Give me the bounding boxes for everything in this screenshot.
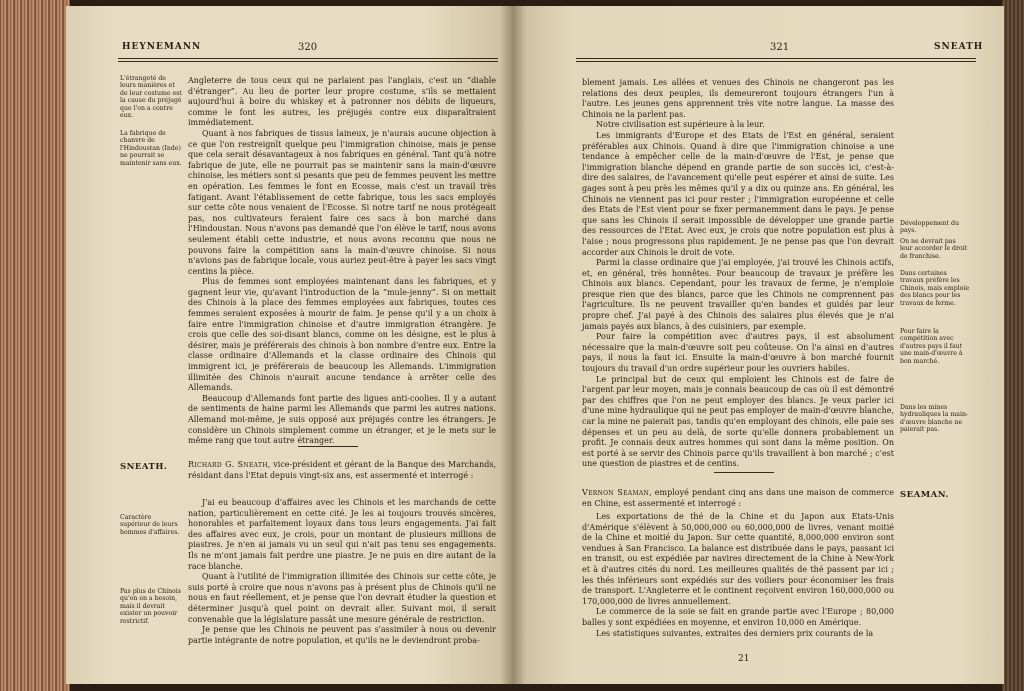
seaman-intro xyxy=(582,488,894,509)
left-margin-note-1: L'étrangeté de leurs manières et de leur costume est la cause du préjugé que l'on a contre eux. xyxy=(120,75,182,120)
paragraph: Plus de femmes sont employées maintenant dans les fabriques, et y gagnent leur vie, qu'avant l'introduction de la “mule-jenny”. Si on mettait des Chinois à la place des femmes employées aux fabriques, toutes ces femmes seraient exposées à mourir de faim. Je pense qu'il y a un choix à faire entre l'immigration chinoise et d'autre immigration étrangère. Je crois que celle des soi-disant blancs, comme on les désigne, est le plus à désirer, mais je préférerais des chinois à bon nombre d'entre eux. Entre la classe ordinaire d'Allemands et la classe ordinaire des Chinois qui immigrent ici, je préférerais de beaucoup les Allemands. L'immigration illimitée des Chinois n'aurait aucune tendance à arrêter celle des Allemands. xyxy=(188,277,496,393)
speaker-label-seaman: SEAMAN. xyxy=(900,490,949,500)
witness-intro xyxy=(582,488,894,509)
left-page-number: 320 xyxy=(298,42,318,53)
left-margin-note-4: Pas plus de Chinois qu'on en a besoin, mais il devrait exister un pouvoir restrictif. xyxy=(120,588,181,625)
paragraph: Pour faire la compétition avec d'autres pays, il est absolument nécessaire que la main-d'œuvre soit peu coûteuse. On l'a ainsi en d'autres pays, il nous la faut ici. Ensuite la main-d'œuvre à bon marché fournit toujours du travail d'un ordre supérieur pour les ouvriers habiles. xyxy=(582,332,894,374)
book-page-edges-left xyxy=(0,0,70,691)
paragraph: Quant à l'utilité de l'immigration illimitée des Chinois sur cette côte, je suis porté à croire que nous n'avons pas à présent plus de Chinois qu'il ne nous en faut réellement, et je pense que l'on devrait étudier la question et déterminer jusqu'à quel point on devrait aller. Suivant moi, il serait convenable que la législature passât une mesure générale de restriction. xyxy=(188,572,496,624)
paragraph: blement jamais. Les allées et venues des Chinois ne changeront pas les relations des deux peuples, ils demeureront toujours étrangers l'un à l'autre. Les jeunes gens apprennent très vite notre langue. La masse des Chinois ne la parlent pas. xyxy=(582,78,894,119)
book-gutter xyxy=(500,6,526,684)
sneath-testimony-continued xyxy=(582,78,894,470)
paragraph: Le principal but de ceux qui emploient les Chinois est de faire de l'argent par leur moyen, mais je connais beaucoup de cas où il est démontré par des chiffres que l'on ne peut employer des blancs. Je veux parler ici d'une mine hydraulique qui ne peut pas employer de main-d'œuvre blanche, car la mine ne paierait pas, tandis qu'en employant des chinois, elle paie ses dépenses et un peu au delà, de sorte qu'elle donnera probablement un profit. Je connais deux autres hommes qui sont dans la même position. On est porté à se servir des Chinois parce qu'ils travaillent à bon marché ; c'est une question de piastres et de centins. xyxy=(582,374,894,469)
witness-intro-text: , vice-président et gérant de la Banque des Marchands, résidant dans l'Etat depuis vingt-six ans, est assermenté et interrogé : xyxy=(188,460,496,480)
right-running-head: SNEATH xyxy=(934,42,984,52)
speaker-label-sneath: SNEATH. xyxy=(120,462,168,472)
paragraph: Parmi la classe ordinaire que j'ai employée, j'ai trouvé les Chinois actifs, et, en général, très honnêtes. Pour beaucoup de travaux je préfère les Chinois aux blancs. Cependant, pour les travaux de ferme, je n'emploie presque rien que des blancs, parce que les Chinois ne comprennent pas l'agriculture. Ils ne peuvent travailler qu'en bandes et guidés par leur propre chef. J'ai payé à des Chinois des salaires plus élevés que je n'ai jamais payés aux blancs, à des cuisiniers, par exemple. xyxy=(582,258,894,331)
witness-intro-text: , employé pendant cinq ans dans une maison de commerce en Chine, est assermenté et interrogé : xyxy=(582,488,894,508)
section-separator xyxy=(714,472,774,473)
right-margin-note-3: Dans certaines travaux préfère les Chinois, mais emploie des blancs pour les travaux de ferme. xyxy=(900,270,970,307)
sneath-intro xyxy=(188,460,496,481)
right-header-rule xyxy=(576,58,976,62)
right-margin-note-4: Pour faire la compétition avec d'autres pays il faut une main-d'œuvre à bon marché. xyxy=(900,328,963,365)
right-page xyxy=(512,6,1004,684)
paragraph: Quant à nos fabriques de tissus laineux, je n'aurais aucune objection à ce que l'on restreignît quelque peu l'immigration chinoise, mais je pense que cela serait désavantageux à nos fabriques en général. Tant qu'à notre fabrique de jute, elle ne pourrait pas se maintenir sans la main-d'œuvre chinoise, les métiers sont si pesants que peu de femmes peuvent les mettre en opération. Les femmes le font en Ecosse, mais c'est un travail très fatigant. Avant l'établissement de cette fabrique, tous les sacs employés sur cette côte nous venaient de l'Ecosse. Si notre tarif ne nous protégeait pas, nos cultivateurs feraient faire ces sacs à bon marché dans l'Hindoustan. Nous n'avons pas demandé que l'on élève le tarif, nous avons seulement établi cette industrie, et nous avons reconnu que nous ne pouvons faire la compétition sans la main-d'œuvre chinoise. Si nous n'avions pas de fabrique locale, vous auriez peut-être à payer les sacs vingt centins la pièce. xyxy=(188,128,496,276)
paragraph: Beaucoup d'Allemands font partie des ligues anti-coolies. Il y a autant de sentiments de haine parmi les Allemands que parmi les autres nations. Allemand moi-même, je suis opposé aux préjugés contre les étrangers. Je considère un Chinois simplement comme un étranger, et je le mets sur le même rang que tout autre étranger. xyxy=(188,393,496,446)
heynemann-testimony xyxy=(188,76,496,447)
printer-signature-mark: 21 xyxy=(738,654,750,664)
left-header-rule xyxy=(118,58,498,62)
sneath-testimony xyxy=(188,498,496,646)
paragraph: Les statistiques suivantes, extraites des derniers prix courants de la xyxy=(596,628,874,638)
left-running-head: HEYNEMANN xyxy=(122,42,202,52)
paragraph: Le commerce de la soie se fait en grande partie avec l'Europe ; 80,000 balles y sont expédiées en moyenne, et environ 10,000 en Amérique. xyxy=(582,607,894,627)
right-margin-note-5: Dans les mines hydrauliques la main-d'œuvre blanche ne paierait pas. xyxy=(900,404,969,434)
paragraph: Les exportations de thé de la Chine et du Japon aux Etats-Unis d'Amérique s'élèvent à 50,000,000 ou 60,000,000 de livres, venant moitié de la Chine et moitié du Japon. Sur cette quantité, 8,000,000 environ sont vendues à San Francisco. La balance est distribuée dans le pays, passant ici en transit, ou est expédiée par navires directement de la Chine à New-York et à d'autres cités du nord. Les meilleures qualités de thé passent par ici ; les thés inférieurs sont expédiés sur des voiliers pour économiser les frais de transport. L'Angleterre et le continent reçoivent environ 160,000,000 ou 170,000,000 de livres annuellement. xyxy=(582,512,894,606)
paragraph: J'ai eu beaucoup d'affaires avec les Chinois et les marchands de cette nation, particulièrement en cette cité. Je les ai toujours trouvés sincères, honorables et parfaitement loyaux dans tous leurs engagements. J'ai fait des affaires avec eux, je crois, pour un montant de plusieurs millions de piastres. Je n'en ai jamais vu un seul qui n'ait pas tenu ses engagements. Ils ne m'ont jamais fait perdre une piastre. Je ne puis en dire autant de la race blanche. xyxy=(188,498,496,571)
paragraph: Les immigrants d'Europe et des Etats de l'Est en général, seraient préférables aux Chinois. Quand à dire que l'immigration chinoise a une tendance à empêcher celle de la main-d'œuvre de l'Est, je pense que l'immigration blanche dépend en grande partie de son succès ici, c'est-à-dire des salaires, de l'avancement qu'elle peut espérer et ainsi de suite. Les gages sont à peu près les mêmes qu'il y a dix ou quinze ans. En général, les Chinois ne viennent pas ici pour rester ; l'immigration européenne et celle des Etats de l'Est vient pour se fixer permanemment dans le pays. Je pense que sans les Chinois il serait impossible de développer une grande partie des ressources de l'Etat. Avec eux, je crois que notre population est plus à l'aise ; nous progressons plus rapidement. Je ne pense pas que l'on devrait accorder aux Chinois le droit de vote. xyxy=(582,130,894,257)
section-separator xyxy=(298,446,358,447)
left-margin-note-2: La fabrique de chanvre de l'Hindoustan (Inde) ne pourrait se maintenir sans eux. xyxy=(120,130,182,167)
right-margin-note-2: On ne devrait pas leur accorder le droit de franchise. xyxy=(900,238,968,260)
paragraph: Je pense que les Chinois ne peuvent pas s'assimiler à nous ou devenir partie intégrante de notre population, et qu'ils ne le deviendront proba- xyxy=(188,625,496,645)
left-page xyxy=(66,6,512,684)
seaman-testimony xyxy=(582,512,894,639)
witness-intro xyxy=(188,460,496,481)
witness-name: Richard G. Sneath xyxy=(188,460,268,469)
witness-name: Vernon Seaman xyxy=(582,488,650,497)
right-margin-note-1: Développement du pays. xyxy=(900,220,959,235)
paragraph: Angleterre de tous ceux qui ne parlaient pas l'anglais, c'est un “diable d'étranger”. Au lieu de porter leur propre costume, s'ils se mettaient aujourd'hui à boire du whiskey et à patronner nos débits de liqueurs, comme le font les autres, les préjugés contre eux disparaîtraient immédiatement. xyxy=(188,76,496,128)
left-margin-note-3: Caractère supérieur de leurs hommes d'affaires. xyxy=(120,514,180,536)
book-page-edges-right xyxy=(1002,0,1024,691)
paragraph: Notre civilisation est supérieure à la leur. xyxy=(596,120,765,130)
right-page-number: 321 xyxy=(770,42,790,53)
